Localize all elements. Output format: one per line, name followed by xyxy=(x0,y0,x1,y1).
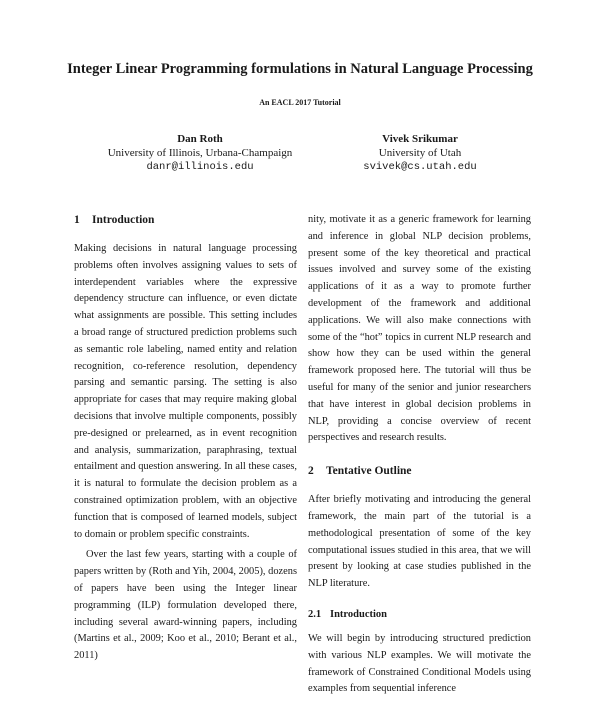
subsection-number: 2.1 xyxy=(308,608,322,620)
author-block xyxy=(80,132,320,174)
intro-paragraph-1: Making decisions in natural language processing problems often involves assigning values to sets of interdependent variables where the expressive dependency structure can influence, or even dictate what assignments are possible. This setting includes a broad range of structured prediction problems such as semantic role labeling, named entity and relation recognition, co-reference resolution, dependency parsing and semantic parsing. The setting is also appropriate for cases that may require making global decisions that involve multiple components, possibly pre-designed or prelearned, as in event recognition and analysis, summarization, paraphrasing, textual entailment and question answering. In all these cases, it is natural to formulate the decision problem as a constrained optimization problem, with an objective function that is composed of learned models, subject to domain or problem specific constraints. xyxy=(74,243,297,540)
section-number: 1 xyxy=(74,214,80,226)
author-affiliation: University of Utah xyxy=(378,147,462,159)
section-title: Introduction xyxy=(92,214,155,226)
author-name: Vivek Srikumar xyxy=(382,133,458,145)
author-email: danr@illinois.edu xyxy=(146,161,254,173)
author-email: svivek@cs.utah.edu xyxy=(363,161,477,173)
section-number: 2 xyxy=(308,465,314,478)
paper-title: Integer Linear Programming formulations in Natural Language Processing xyxy=(67,61,533,77)
right-column xyxy=(308,212,531,702)
intro-paragraph-2: Over the last few years, starting with a couple of papers written by (Roth and Yih, 2004, 2005), dozens of papers have been using the Integer linear programming (ILP) formulation developed there, including several award-winning papers, including (Martins et al., 2009; Koo et al., 2010; Berant et al., 2011) xyxy=(74,549,297,662)
paper-subtitle: An EACL 2017 Tutorial xyxy=(259,98,341,107)
subsection-title: Introduction xyxy=(330,608,387,620)
outline-paragraph-1: After briefly motivating and introducing the general framework, the main part of the tutorial is a methodological presentation of some of the key computational issues studied in this area, that we will present by looking at case studies published in the NLP literature. xyxy=(308,494,531,590)
section-heading-introduction xyxy=(74,212,297,228)
subsection-heading-introduction xyxy=(308,607,531,623)
left-column xyxy=(74,212,297,669)
section-heading-outline xyxy=(308,463,531,479)
intro-paragraph-3: nity, motivate it as a generic framework for learning and inference in global NLP decision problems, present some of the key theoretical and practical issues involved and survey some of the existing applications of it as a way to promote further development of the framework and additional applications. We will also make connections with some of the “hot” topics in current NLP research and show how they can be used within the general framework proposed here. The tutorial will thus be useful for many of the senior and junior researchers that have interest in global decision problems in NLP, providing a concise overview of recent perspectives and research results. xyxy=(308,214,531,444)
subsection-paragraph-1: We will begin by introducing structured prediction with various NLP examples. We will motivate the framework of Constrained Conditional Models using examples from sequential inference xyxy=(308,632,531,695)
section-title: Tentative Outline xyxy=(326,465,412,478)
author-affiliation: University of Illinois, Urbana-Champaign xyxy=(107,147,293,159)
author-block xyxy=(300,132,540,174)
author-name: Dan Roth xyxy=(177,133,223,145)
